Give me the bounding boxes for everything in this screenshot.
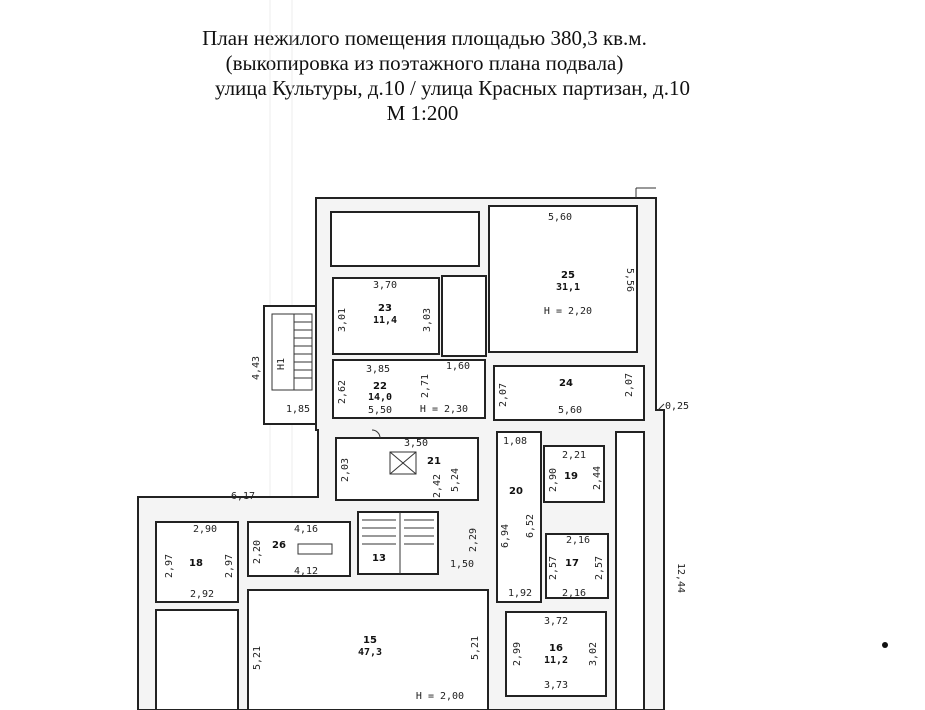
dim: 5,56 bbox=[624, 267, 635, 293]
dim: 3,73 bbox=[543, 680, 569, 691]
room-15-number: 15 bbox=[363, 635, 377, 646]
dim: 2,97 bbox=[164, 553, 175, 579]
dim: 5,50 bbox=[367, 405, 393, 416]
room-15-height: H = 2,00 bbox=[415, 691, 465, 702]
room-22-height: H = 2,30 bbox=[419, 404, 469, 415]
dim: 2,16 bbox=[565, 535, 591, 546]
dim: 2,99 bbox=[512, 641, 523, 667]
dim: 1,50 bbox=[449, 559, 475, 570]
dim: 3,02 bbox=[588, 641, 599, 667]
room-lower-left bbox=[156, 610, 238, 710]
dim: 6,17 bbox=[230, 491, 256, 502]
room-23-area: 11,4 bbox=[372, 315, 398, 326]
room-22-area: 14,0 bbox=[367, 392, 393, 403]
dim: 1,85 bbox=[285, 404, 311, 415]
room-16-area: 11,2 bbox=[543, 655, 569, 666]
title-line-2: (выкопировка из поэтажного плана подвала) bbox=[225, 51, 624, 75]
stair-H1-label: Н1 bbox=[276, 357, 287, 371]
room-19-number: 19 bbox=[564, 471, 578, 482]
dim: 5,24 bbox=[450, 467, 461, 493]
room-21-number: 21 bbox=[427, 456, 441, 467]
room-24-number: 24 bbox=[559, 378, 573, 389]
dim: 4,43 bbox=[251, 355, 262, 381]
dim: 2,20 bbox=[252, 539, 263, 565]
room-13 bbox=[358, 512, 438, 574]
dim: 2,90 bbox=[192, 524, 218, 535]
room-22-number: 22 bbox=[373, 381, 387, 392]
room-23-number: 23 bbox=[378, 303, 392, 314]
room-17-number: 17 bbox=[565, 558, 579, 569]
dim: 1,92 bbox=[507, 588, 533, 599]
dim: 1,60 bbox=[445, 361, 471, 372]
corner-mark bbox=[882, 642, 888, 648]
room-25-area: 31,1 bbox=[555, 282, 581, 293]
title-line-1: План нежилого помещения площадью 380,3 кв.м. bbox=[202, 26, 647, 50]
room-18-number: 18 bbox=[189, 558, 203, 569]
room-13-number: 13 bbox=[372, 553, 386, 564]
dim: 2,16 bbox=[561, 588, 587, 599]
dim: 2,03 bbox=[340, 457, 351, 483]
dim: 0,25 bbox=[664, 401, 690, 412]
room-26-number: 26 bbox=[272, 540, 286, 551]
dim: 3,01 bbox=[337, 307, 348, 333]
dim: 4,16 bbox=[293, 524, 319, 535]
room-top-left bbox=[331, 212, 479, 266]
dim: 2,21 bbox=[561, 450, 587, 461]
dim: 6,94 bbox=[500, 523, 511, 549]
room-closet bbox=[442, 276, 486, 356]
room-25-number: 25 bbox=[561, 270, 575, 281]
dim: 1,08 bbox=[502, 436, 528, 447]
dim: 5,21 bbox=[470, 635, 481, 661]
dim: 2,62 bbox=[337, 379, 348, 405]
dim: 3,85 bbox=[365, 364, 391, 375]
dim: 6,52 bbox=[525, 513, 536, 539]
dim: 2,07 bbox=[498, 382, 509, 408]
room-20-number: 20 bbox=[509, 486, 523, 497]
dim: 12,44 bbox=[675, 562, 686, 594]
dim: 2,71 bbox=[420, 373, 431, 399]
room-15-area: 47,3 bbox=[357, 647, 383, 658]
title-line-4: М 1:200 bbox=[386, 101, 459, 125]
dim: 3,03 bbox=[422, 307, 433, 333]
dim: 5,21 bbox=[252, 645, 263, 671]
dim: 2,29 bbox=[468, 527, 479, 553]
dim: 3,70 bbox=[372, 280, 398, 291]
room-25-height: H = 2,20 bbox=[543, 306, 593, 317]
dim: 2,07 bbox=[624, 372, 635, 398]
dim: 2,97 bbox=[224, 553, 235, 579]
dim: 5,60 bbox=[557, 405, 583, 416]
dim: 2,92 bbox=[189, 589, 215, 600]
dim: 2,44 bbox=[592, 465, 603, 491]
title-line-3: улица Культуры, д.10 / улица Красных партизан, д.10 bbox=[215, 76, 690, 100]
dim: 5,60 bbox=[547, 212, 573, 223]
dim: 2,57 bbox=[594, 555, 605, 581]
dim: 2,57 bbox=[548, 555, 559, 581]
dim: 4,12 bbox=[293, 566, 319, 577]
dim: 3,72 bbox=[543, 616, 569, 627]
room-16-number: 16 bbox=[549, 643, 563, 654]
dim: 2,42 bbox=[432, 473, 443, 499]
right-strip bbox=[616, 432, 644, 710]
dim: 3,50 bbox=[403, 438, 429, 449]
dim: 2,90 bbox=[548, 467, 559, 493]
